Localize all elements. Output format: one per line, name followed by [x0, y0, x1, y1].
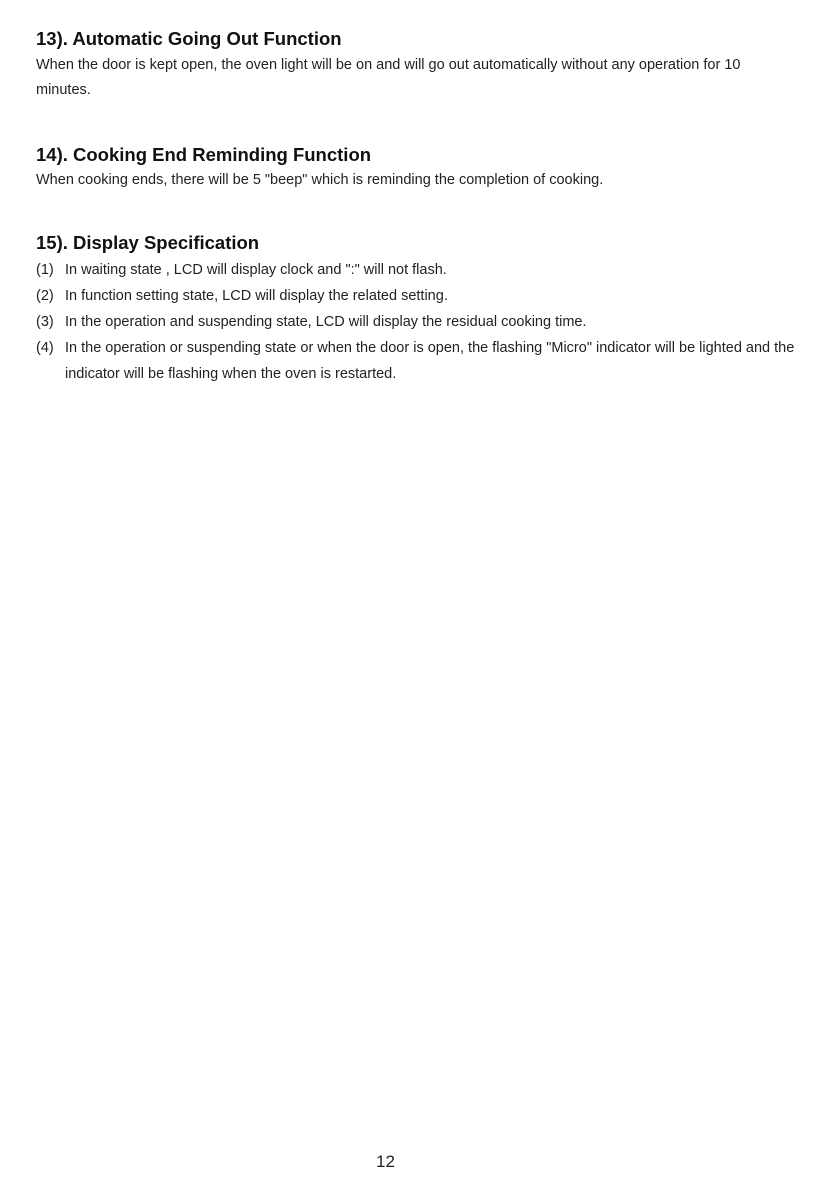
list-item: [36, 257, 796, 283]
list-item: [36, 309, 796, 335]
item-number: (1): [36, 262, 54, 278]
item-text: In waiting state , LCD will display clock and ":" will not flash.: [65, 262, 447, 278]
list-item: [36, 335, 796, 387]
item-text: In function setting state, LCD will display the related setting.: [65, 288, 448, 304]
section-automatic-going-out: [36, 27, 796, 103]
section-heading: 13). Automatic Going Out Function: [36, 28, 342, 49]
page-number: 12: [376, 1152, 395, 1171]
section-cooking-end-reminding: [36, 143, 796, 193]
section-display-specification: [36, 231, 796, 387]
section-heading: 15). Display Specification: [36, 232, 260, 253]
item-text: In the operation and suspending state, LCD will display the residual cooking time.: [65, 314, 587, 330]
section-body: When the door is kept open, the oven light will be on and will go out automatically without any operation for 10 minutes.: [36, 57, 741, 98]
section-body: When cooking ends, there will be 5 "beep" which is reminding the completion of cooking.: [36, 172, 604, 188]
specification-list: [36, 257, 796, 387]
item-number: (2): [36, 288, 54, 304]
section-heading: 14). Cooking End Reminding Function: [36, 144, 372, 165]
item-number: (4): [36, 340, 54, 356]
item-text: In the operation or suspending state or when the door is open, the flashing "Micro" indicator will be lighted and the indicator will be flashing when the oven is restarted.: [65, 340, 795, 382]
list-item: [36, 283, 796, 309]
item-number: (3): [36, 314, 54, 330]
